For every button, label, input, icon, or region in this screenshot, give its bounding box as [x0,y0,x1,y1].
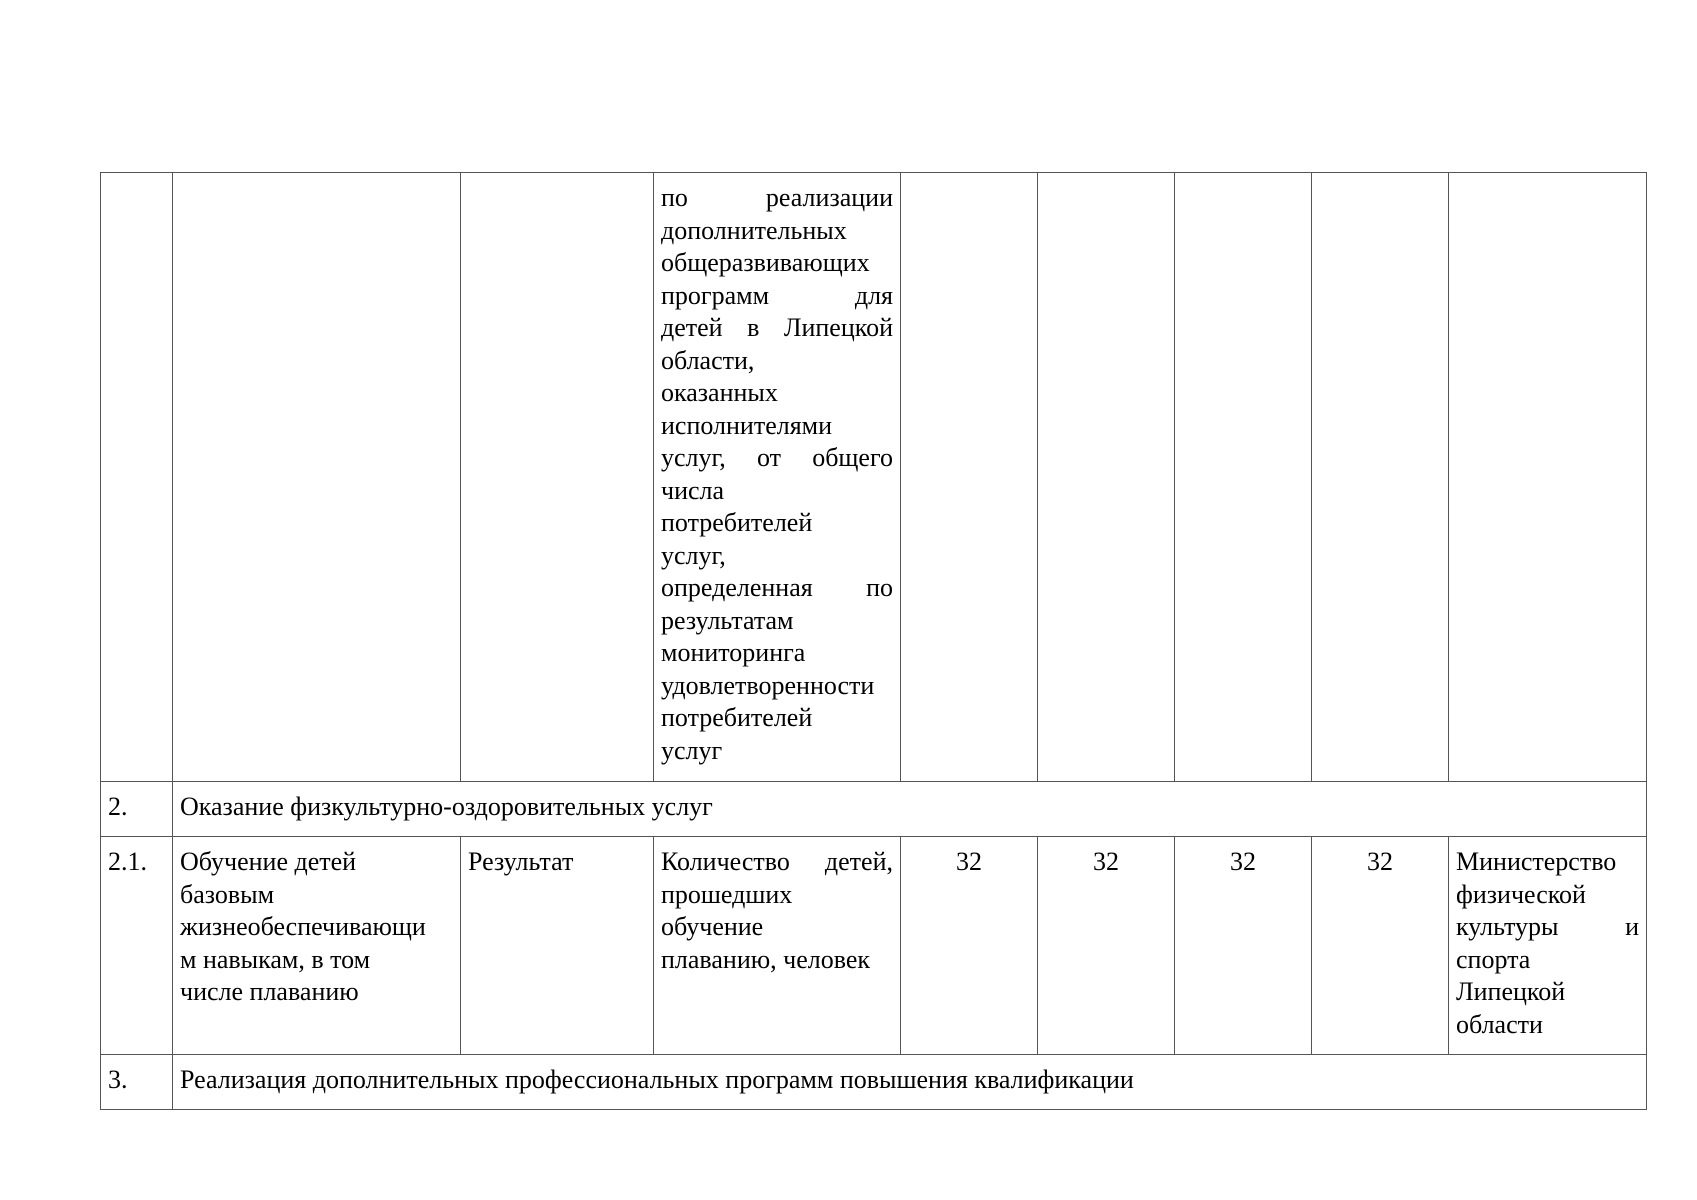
responsible-line: спорта [1456,944,1531,974]
indicator-line: общеразвивающих [661,248,870,277]
responsible-line: физической [1456,879,1586,909]
indicator-line: мониторинга [661,638,806,667]
cell-value: 32 [901,837,1038,1055]
indicator-line: по реализации [661,183,893,212]
cell-number: 2.1. [101,837,173,1055]
indicator-line: услуг, от общего [661,443,893,472]
cell-type: Результат [461,837,654,1055]
cell-indicator [654,837,901,1055]
cell-value: 32 [1312,837,1449,1055]
section-number: 2. [101,782,173,837]
table-row [101,837,1647,1055]
section-number: 3. [101,1055,173,1110]
indicator-line: детей в Липецкой [661,313,893,342]
cell-indicator [654,173,901,782]
name-line: м навыкам, в том [180,944,371,974]
section-row [101,782,1647,837]
document-table [100,172,1647,1110]
cell-value: 32 [1038,837,1175,1055]
name-line: числе плаванию [180,977,359,1006]
responsible-line: культуры и [1456,912,1639,941]
cell-responsible [1449,173,1647,782]
indicator-line: плаванию, человек [661,944,871,974]
name-line: жизнеобеспечивающи [180,912,426,941]
responsible-line: Министерство [1456,847,1617,876]
indicator-line: области, [661,345,755,375]
indicator-line: услуг [661,735,723,765]
indicator-line: числа [661,475,725,505]
name-line: базовым [180,879,275,909]
cell-value [901,173,1038,782]
cell-value [1038,173,1175,782]
indicator-line: дополнительных [661,215,847,245]
cell-value: 32 [1175,837,1312,1055]
cell-number [101,173,173,782]
indicator-line: программ для [661,280,893,310]
section-row [101,1055,1647,1110]
indicator-line: услуг, [661,540,726,570]
responsible-line: области [1456,1009,1543,1039]
indicator-line: Количество детей, [661,847,893,876]
indicator-line: оказанных [661,378,778,407]
cell-name [173,173,461,782]
indicator-line: прошедших [661,879,793,909]
section-title: Оказание физкультурно-оздоровительных услуг [173,782,1647,837]
name-line: Обучение детей [180,847,357,876]
indicator-line: обучение [661,912,764,941]
cell-type [461,173,654,782]
cell-responsible [1449,837,1647,1055]
indicator-line: результатам [661,605,794,635]
cell-value [1175,173,1312,782]
cell-value [1312,173,1449,782]
indicator-line: потребителей [661,508,813,537]
indicator-line: определенная по [661,573,893,602]
indicator-line: исполнителями [661,410,833,440]
table-row [101,173,1647,782]
indicator-line: потребителей [661,703,813,732]
cell-name [173,837,461,1055]
indicator-line: удовлетворенности [661,670,875,700]
responsible-line: Липецкой [1456,977,1566,1006]
section-title: Реализация дополнительных профессиональных программ повышения квалификации [173,1055,1647,1110]
